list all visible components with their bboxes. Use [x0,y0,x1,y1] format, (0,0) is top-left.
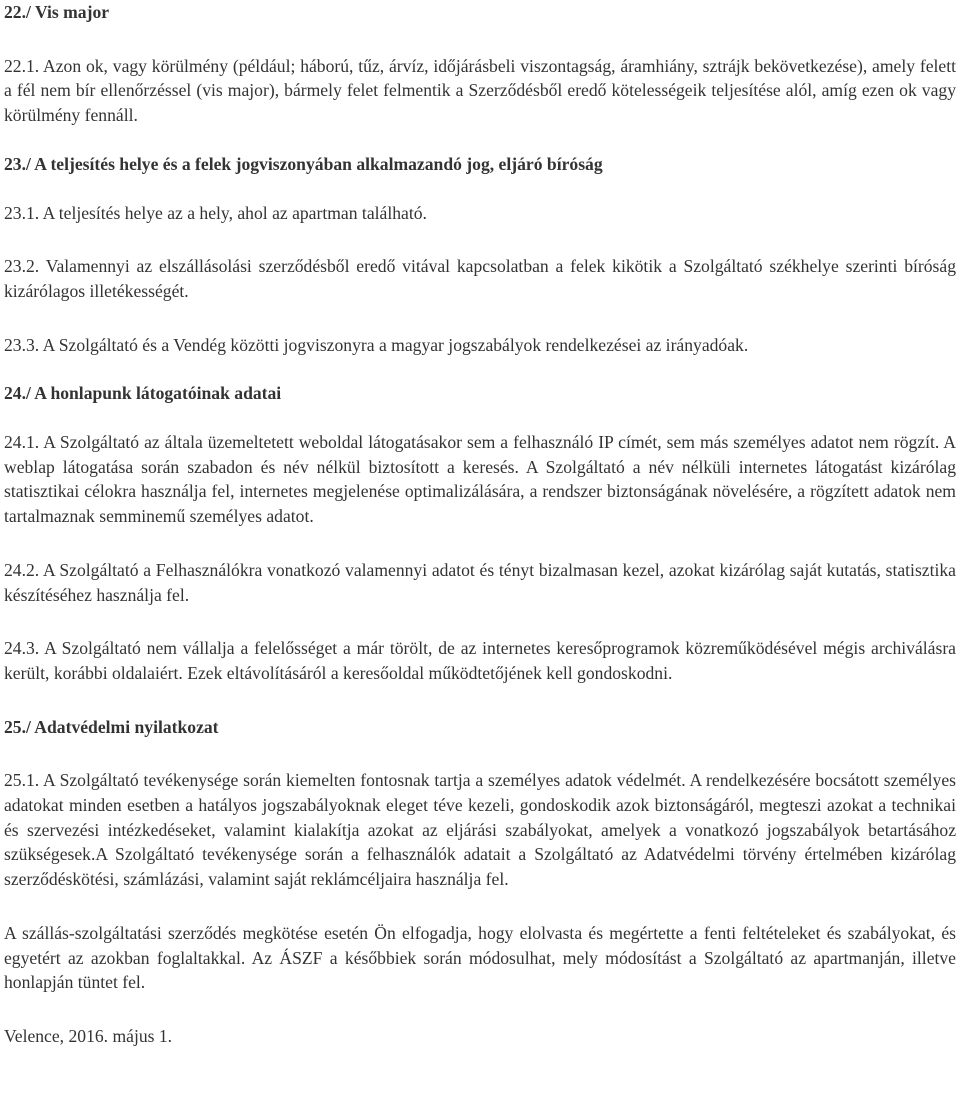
acceptance-paragraph: A szállás-szolgáltatási szerződés megkötése esetén Ön elfogadja, hogy elolvasta és megértette a fenti feltételeket és szabályokat, és egyetért az azokban foglaltakkal. Az ÁSZF a későbbiek során módosulhat, mely módosítást a Szolgáltató az apartmanján, illetve honlapján tüntet fel. [4,922,956,993]
section-25-heading: 25./ Adatvédelmi nyilatkozat [4,716,219,737]
section-23-heading: 23./ A teljesítés helye és a felek jogviszonyában alkalmazandó jog, eljáró bíróság [4,153,603,174]
signature-place-date: Velence, 2016. május 1. [4,1025,173,1046]
paragraph-22-1: 22.1. Azon ok, vagy körülmény (például; háború, tűz, árvíz, időjárásbeli viszontagság, áramhiány, sztrájk bekövetkezése), amely felett a fél nem bír ellenőrzéssel (vis major), bármely felet felmentik a Szerződésből eredő kötelességeik teljesítése alól, amíg ezen ok vagy körülmény fennáll. [4,55,956,126]
paragraph-24-3: 24.3. A Szolgáltató nem vállalja a felelősséget a már törölt, de az internetes keresőprogramok közreműködésével mégis archiválásra került, korábbi oldalaiért. Ezek eltávolításáról a keresőoldal működtetőjének kell gondoskodni. [4,638,956,683]
paragraph-25-1: 25.1. A Szolgáltató tevékenysége során kiemelten fontosnak tartja a személyes adatok védelmét. A rendelkezésére bocsátott személyes adatokat minden esetben a hatályos jogszabályoknak eleget téve kezeli, gondoskodik azok biztonságáról, megteszi azokat a technikai és szervezési intézkedéseket, valamint kialakítja azokat az eljárási szabályokat, amelyek a vonatkozó jogszabályok betartásához szükségesek.A Szolgáltató tevékenysége során a felhasználók adatait a Szolgáltató az Adatvédelmi törvény értelmében kizárólag szerződéskötési, számlázási, valamint saját reklámcéljaira használja fel. [4,770,956,890]
paragraph-23-2: 23.2. Valamennyi az elszállásolási szerződésből eredő vitával kapcsolatban a felek kikötik a Szolgáltató székhelye szerinti bíróság kizárólagos illetékességét. [4,256,956,301]
paragraph-23-1: 23.1. A teljesítés helye az a hely, ahol az apartman található. [4,202,427,223]
paragraph-23-3: 23.3. A Szolgáltató és a Vendég közötti jogviszonyra a magyar jogszabályok rendelkezései az irányadóak. [4,334,749,355]
section-22-heading: 22./ Vis major [4,2,110,22]
paragraph-24-2: 24.2. A Szolgáltató a Felhasználókra vonatkozó valamennyi adatot és tényt bizalmasan kezel, azokat kizárólag saját kutatás, statisztika készítéséhez használja fel. [4,559,956,605]
section-24-heading: 24./ A honlapunk látogatóinak adatai [4,383,282,404]
paragraph-24-1: 24.1. A Szolgáltató az általa üzemeltetett weboldal látogatásakor sem a felhasználó IP címét, sem más személyes adatot nem rögzít. A weblap látogatása során szabadon és név nélkül biztosított a keresés. A Szolgáltató a név nélküli internetes látogatást kizárólag statisztikai célokra használja fel, internetes megjelenése optimalizálására, a rendszer biztonságának növelésére, a rögzített adatok nem tartalmaznak semminemű személyes adatot. [4,432,956,527]
